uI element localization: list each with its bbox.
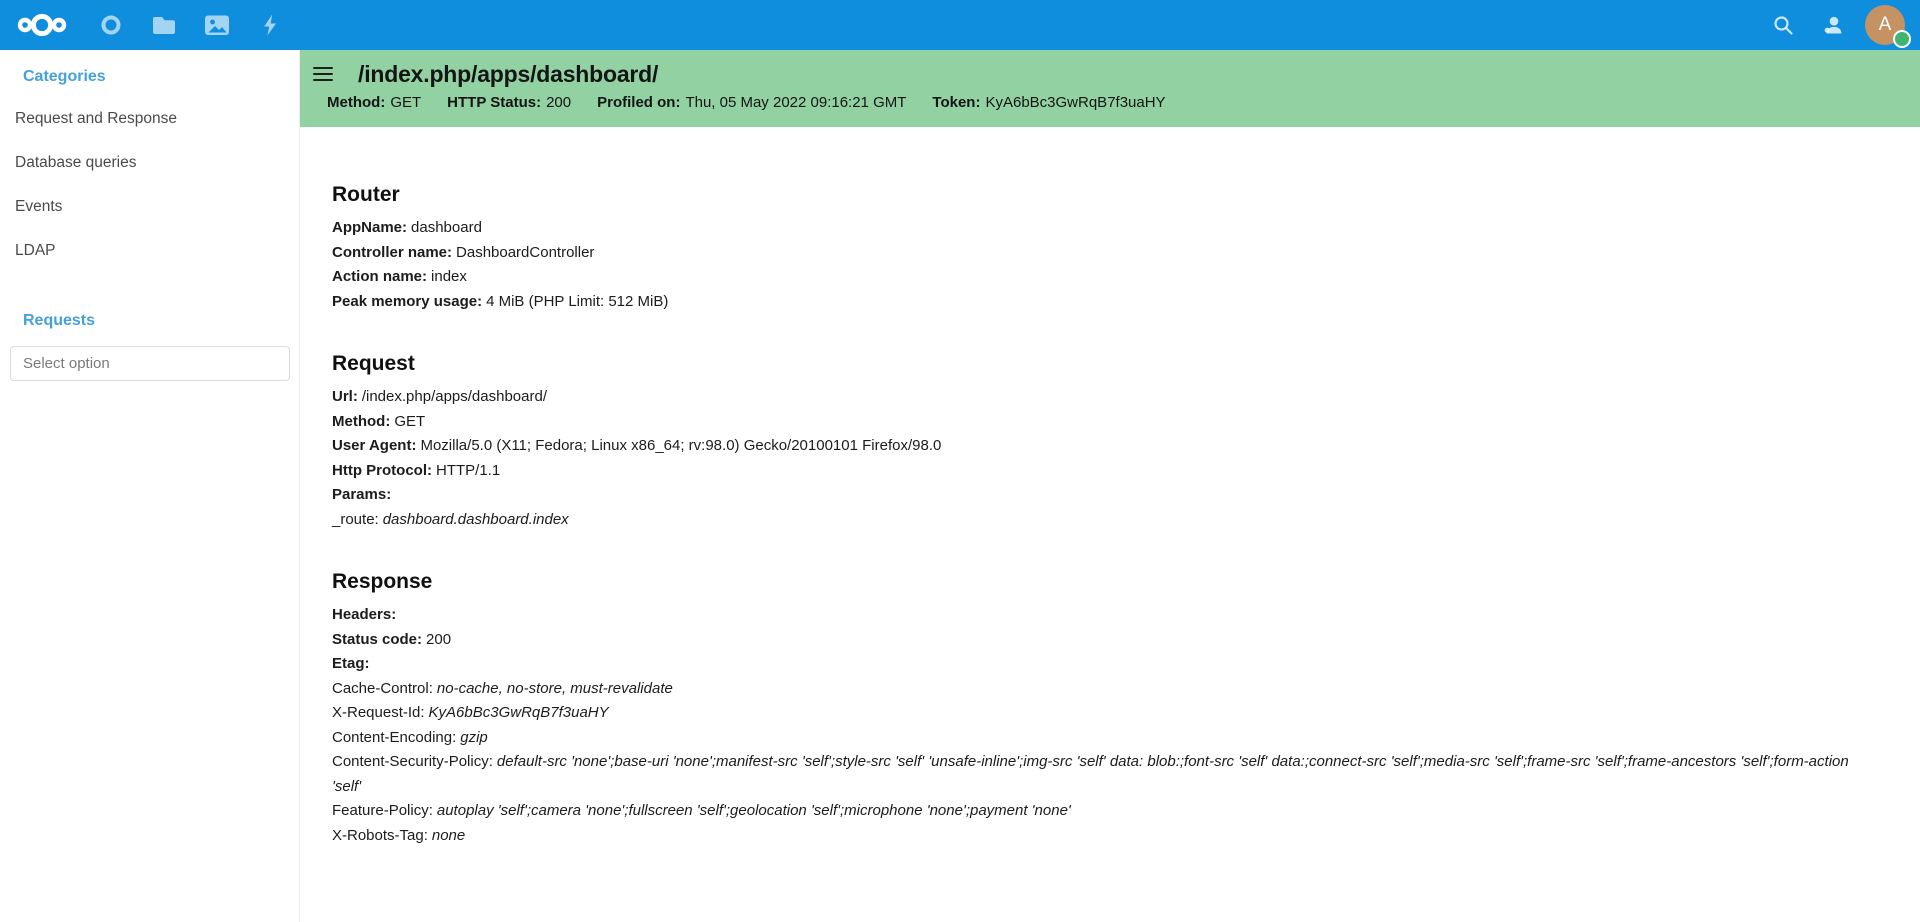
nextcloud-logo-icon (16, 12, 68, 38)
detail-row: X-Request-Id: KyA6bBc3GwRqB7f3uaHY (332, 704, 609, 721)
nextcloud-logo[interactable] (0, 0, 84, 50)
hamburger-icon (313, 67, 333, 70)
detail-row: AppName: dashboard (332, 219, 482, 236)
detail-row: Headers: (332, 606, 397, 623)
search-button[interactable] (1758, 0, 1808, 50)
sidebar-category-item[interactable]: Events (15, 198, 63, 215)
profile-header (300, 50, 1920, 127)
categories-heading: Categories (23, 68, 106, 85)
detail-row: Action name: index (332, 268, 467, 285)
detail-row: Etag: (332, 655, 370, 672)
files-folder-icon (151, 13, 177, 37)
app-button-files[interactable] (137, 0, 190, 50)
sidebar-category-item[interactable]: Request and Response (15, 110, 178, 127)
detail-row: Content-Encoding: gzip (332, 728, 488, 746)
topbar-actions (1758, 0, 1920, 50)
detail-row: Content-Security-Policy: default-src 'none';base-uri 'none';manifest-src 'self';style-src 'self' 'unsafe-inline';img-src 'self' data: blob:;font-src 'self' data:;connect-src 'self';media-src 'self';frame-src 'self';frame-ancestors 'self';form-action 'self' (332, 753, 1849, 795)
user-menu-button[interactable] (1858, 0, 1912, 50)
topbar-app-menu (0, 0, 296, 50)
section-response (332, 570, 1850, 848)
app-button-activity[interactable] (243, 0, 296, 50)
detail-row: Status code: 200 (332, 630, 452, 648)
avatar: A (1865, 5, 1905, 45)
online-status-badge (1893, 30, 1911, 48)
detail-row: X-Robots-Tag: none (332, 826, 466, 844)
app-button-dashboard[interactable] (84, 0, 137, 50)
detail-row: Cache-Control: no-cache, no-store, must-revalidate (332, 679, 673, 697)
profile-header-top (300, 50, 1920, 88)
search-icon (1772, 14, 1794, 36)
section-title-request: Request (332, 352, 415, 375)
profiler-sidebar (0, 50, 300, 922)
request-select[interactable]: Select option (10, 346, 290, 381)
photos-icon (204, 13, 230, 37)
sidebar-category-item[interactable]: LDAP (15, 242, 56, 259)
main-content (300, 50, 1920, 922)
menu-toggle-button[interactable] (313, 63, 333, 85)
detail-row: Feature-Policy: autoplay 'self';camera 'none';fullscreen 'self';geolocation 'self';microphone 'none';payment 'none' (332, 802, 1071, 819)
dashboard-icon (99, 13, 123, 37)
categories-list (0, 97, 299, 273)
detail-row: Peak memory usage: 4 MiB (PHP Limit: 512 MiB) (332, 292, 669, 310)
section-title-response: Response (332, 570, 433, 593)
app-button-photos[interactable] (190, 0, 243, 50)
contacts-icon (1821, 13, 1845, 37)
router-rows (332, 216, 1850, 314)
profile-meta-item: HTTP Status: 200 (447, 94, 572, 111)
section-title-router: Router (332, 183, 400, 206)
detail-row: Controller name: DashboardController (332, 243, 595, 261)
profile-meta-item: Token: KyA6bBc3GwRqB7f3uaHY (932, 94, 1166, 111)
requests-heading: Requests (23, 312, 96, 329)
profiler-content (300, 127, 1920, 848)
contacts-button[interactable] (1808, 0, 1858, 50)
top-navigation-bar (0, 0, 1920, 50)
request-rows (332, 385, 1850, 532)
activity-lightning-icon (259, 13, 281, 37)
detail-row: Http Protocol: HTTP/1.1 (332, 461, 501, 479)
profile-meta-item: Method: GET (327, 94, 422, 111)
sidebar-category-item[interactable]: Database queries (15, 154, 137, 171)
detail-row: Url: /index.php/apps/dashboard/ (332, 388, 547, 405)
detail-row: Params: (332, 486, 392, 503)
section-request (332, 352, 1850, 532)
page-title: /index.php/apps/dashboard/ (358, 60, 659, 87)
section-router (332, 183, 1850, 314)
profile-meta-row (300, 94, 1920, 111)
detail-row: User Agent: Mozilla/5.0 (X11; Fedora; Linux x86_64; rv:98.0) Gecko/20100101 Firefox/98.0 (332, 437, 942, 454)
detail-row: Method: GET (332, 412, 426, 430)
profile-meta-item: Profiled on: Thu, 05 May 2022 09:16:21 GMT (597, 94, 907, 111)
response-rows (332, 603, 1850, 848)
detail-row: _route: dashboard.dashboard.index (332, 510, 569, 528)
